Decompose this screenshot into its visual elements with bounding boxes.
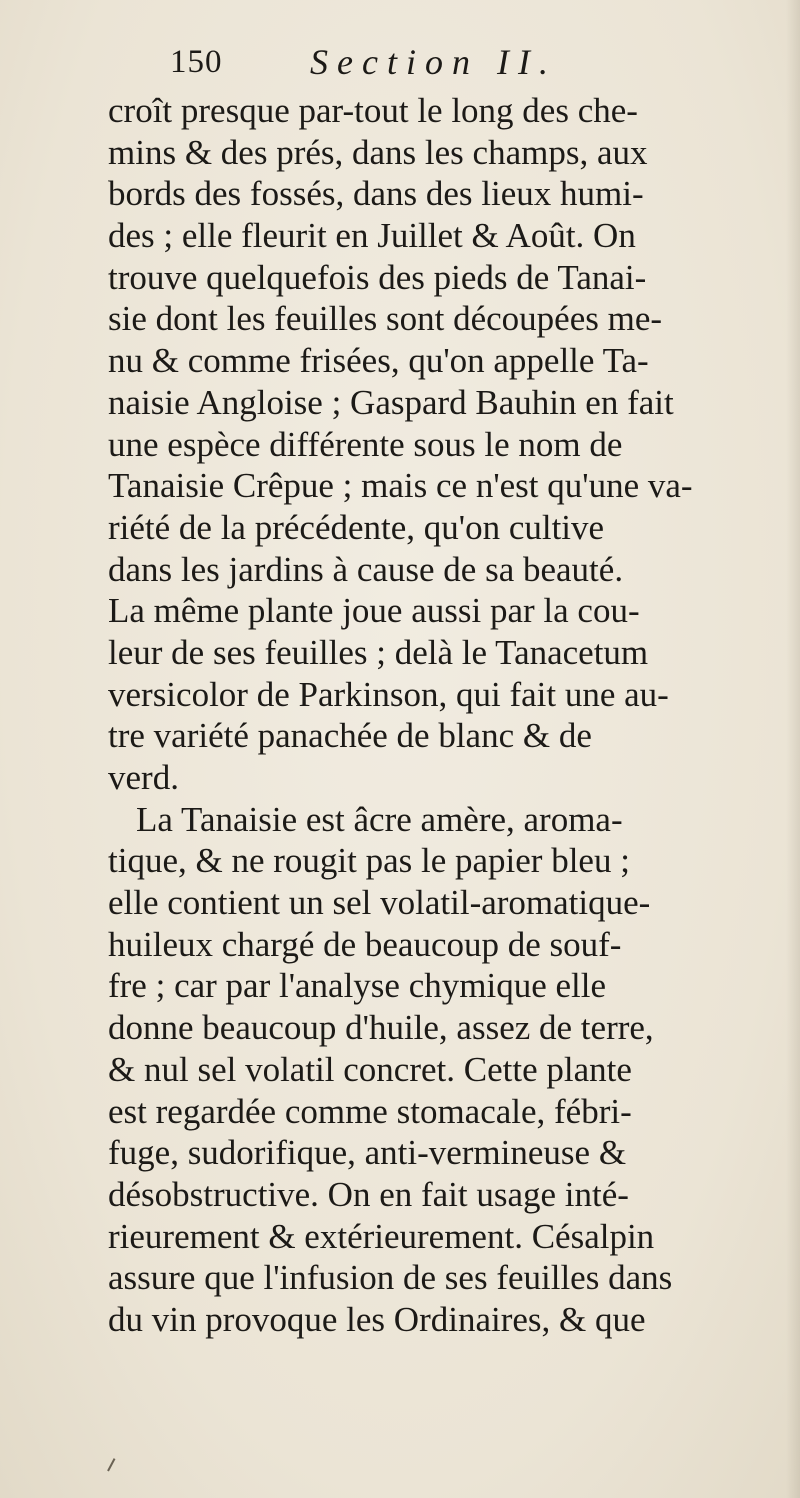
- text-line: rieurement & extérieurement. Césalpin: [108, 1216, 655, 1256]
- paragraph-first-line: La Tanaisie est âcre amère, aroma-: [136, 799, 623, 839]
- text-line: elle contient un sel volatil-aromatique-: [108, 883, 651, 923]
- text-line: croît presque par-tout le long des che-: [108, 91, 638, 130]
- pencil-mark: [107, 1458, 115, 1471]
- text-line: versicolor de Parkinson, qui fait une au-: [108, 674, 669, 714]
- text-line: verd.: [108, 758, 179, 797]
- text-line: donne beaucoup d'huile, assez de terre,: [108, 1008, 654, 1048]
- text-line: nu & comme frisées, qu'on appelle Ta-: [108, 341, 649, 381]
- text-line: leur de ses feuilles ; delà le Tanacetum: [108, 632, 649, 672]
- text-line: mins & des prés, dans les champs, aux: [108, 132, 648, 172]
- text-line: sie dont les feuilles sont découpées me-: [108, 299, 663, 339]
- text-line: est regardée comme stomacale, fébri-: [108, 1091, 632, 1131]
- text-line: des ; elle fleurit en Juillet & Août. On: [108, 216, 636, 256]
- text-line: fre ; car par l'analyse chymique elle: [108, 966, 606, 1006]
- text-line: huileux chargé de beaucoup de souf-: [108, 924, 622, 964]
- text-line: fuge, sudorifique, anti-vermineuse &: [108, 1133, 627, 1173]
- running-head: Section II.: [310, 42, 557, 82]
- text-line: assure que l'infusion de ses feuilles dans: [108, 1258, 673, 1298]
- text-line: tre variété panachée de blanc & de: [108, 716, 592, 756]
- text-line: riété de la précédente, qu'on cultive: [108, 507, 605, 547]
- text-line: une espèce différente sous le nom de: [108, 424, 623, 464]
- text-line: bords des fossés, dans des lieux humi-: [108, 174, 644, 214]
- page-number: 150: [170, 44, 223, 80]
- text-line: du vin provoque les Ordinaires, & que: [108, 1299, 646, 1339]
- text-line: tique, & ne rougit pas le papier bleu ;: [108, 841, 630, 881]
- text-line: désobstructive. On en fait usage inté-: [108, 1174, 629, 1214]
- text-line: & nul sel volatil concret. Cette plante: [108, 1049, 632, 1089]
- page-header: [170, 38, 770, 88]
- text-line: Tanaisie Crêpue ; mais ce n'est qu'une va-: [108, 466, 693, 506]
- text-line: La même plante joue aussi par la cou-: [108, 591, 640, 631]
- body-text: [108, 90, 788, 1341]
- text-line: naisie Angloise ; Gaspard Bauhin en fait: [108, 382, 674, 422]
- text-line: trouve quelquefois des pieds de Tanai-: [108, 257, 647, 297]
- text-line: dans les jardins à cause de sa beauté.: [108, 549, 624, 589]
- page-edge-shadow: [786, 0, 800, 1498]
